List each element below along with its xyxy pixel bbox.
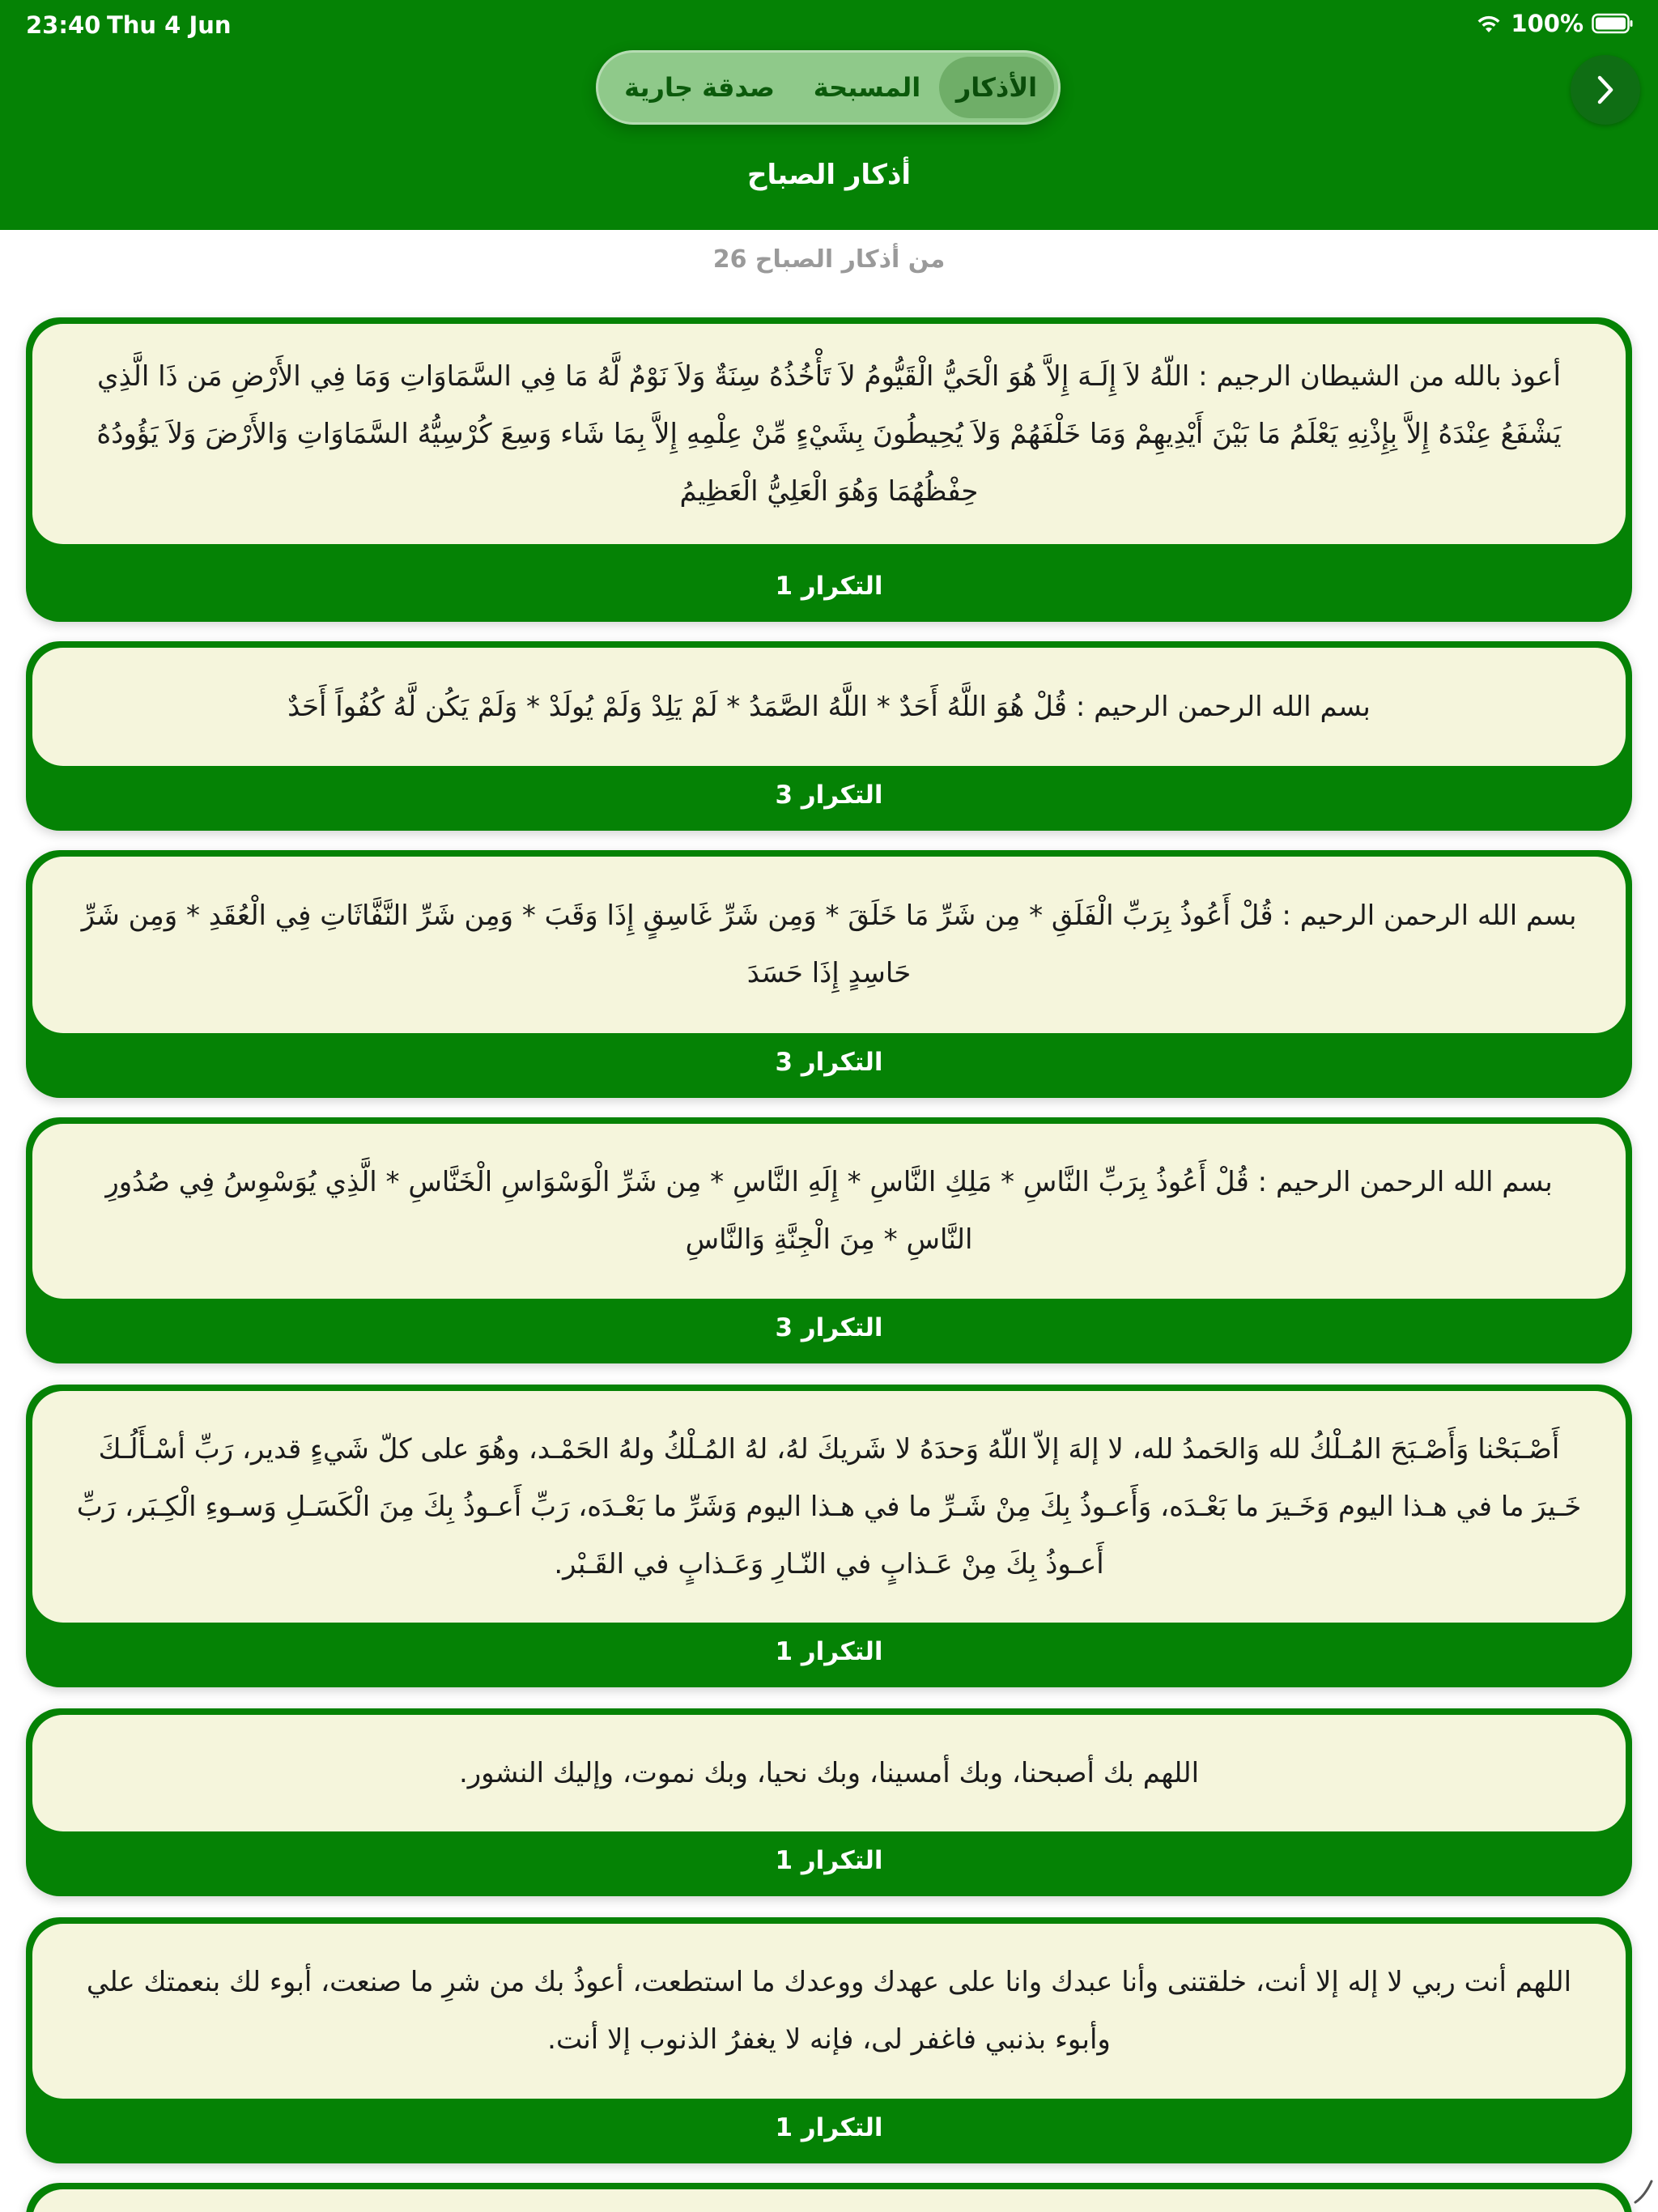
repeat-count: التكرار 1 xyxy=(775,1637,883,1666)
dhikr-card[interactable] xyxy=(26,850,1632,1098)
repeat-count: التكرار 1 xyxy=(775,572,883,601)
scroll-indicator[interactable] xyxy=(1630,2176,1655,2206)
status-time: 23:40 xyxy=(26,11,101,39)
dhikr-text xyxy=(32,2189,1626,2212)
dhikr-text: أعوذ بالله من الشيطان الرجيم : اللّهُ لاَ إِلَـهَ إِلاَّ هُوَ الْحَيُّ الْقَيُّومُ لاَ تَأْخُذُهُ سِنَةٌ وَلاَ نَوْمٌ لَّهُ مَا فِي السَّمَاوَاتِ وَمَا فِي الأَرْضِ مَن ذَا الَّذِي يَشْفَعُ عِنْدَهُ إِلاَّ بِإِذْنِهِ يَعْلَمُ مَا بَيْنَ أَيْدِيهِمْ وَمَا خَلْفَهُمْ وَلاَ يُحِيطُونَ بِشَيْءٍ مِّنْ عِلْمِهِ إِلاَّ بِمَا شَاء وَسِعَ كُرْسِيُّهُ السَّمَاوَاتِ وَالأَرْضَ وَلاَ يَؤُودُهُ حِفْظُهُمَا وَهُوَ الْعَلِيُّ الْعَظِيمُ xyxy=(32,324,1626,544)
status-date: Thu 4 Jun xyxy=(107,11,232,39)
page-title: أذكار الصباح xyxy=(746,159,912,191)
dhikr-card[interactable] xyxy=(26,2183,1632,2212)
dhikr-card[interactable] xyxy=(26,1385,1632,1687)
dhikr-text: اللهم بك أصبحنا، وبك أمسينا، وبك نحيا، وبك نموت، وإليك النشور. xyxy=(32,1715,1626,1831)
dhikr-card[interactable] xyxy=(26,1708,1632,1896)
repeat-count: التكرار 3 xyxy=(775,1313,883,1342)
dhikr-text: أَصْـبَحْنا وَأَصْـبَحَ المُـلْكُ لله وَالحَمدُ لله، لا إلهَ إلاّ اللّهُ وَحدَهُ لا شَريكَ لهُ، لهُ المُـلْكُ ولهُ الحَمْـد، وهُوَ على كلّ شَيءٍ قدير، رَبِّ أسْـأَلُـكَ خَـيرَ ما في هـذا اليوم وَخَـيرَ ما بَعْـدَه، وَأَعـوذُ بِكَ مِنْ شَـرِّ ما في هـذا اليوم وَشَرِّ ما بَعْـدَه، رَبِّ أَعـوذُ بِكَ مِنَ الْكَسَـلِ وَسـوءِ الْكِـبَر، رَبِّ أَعـوذُ بِكَ مِنْ عَـذابٍ في النّـارِ وَعَـذابٍ في القَـبْر. xyxy=(32,1391,1626,1623)
battery-percentage: 100% xyxy=(1511,10,1584,37)
dhikr-text: بسم الله الرحمن الرحيم : قُلْ أَعُوذُ بِرَبِّ الْفَلَقِ * مِن شَرِّ مَا خَلَقَ * وَمِن شَرِّ غَاسِقٍ إِذَا وَقَبَ * وَمِن شَرِّ النَّفَّاثَاتِ فِي الْعُقَدِ * وَمِن شَرِّ حَاسِدٍ إِذَا حَسَدَ xyxy=(32,857,1626,1033)
dhikr-text: اللهم أنت ربي لا إله إلا أنت، خلقتنى وأنا عبدك وانا على عهدك ووعدك ما استطعت، أعوذُ بك من شرِ ما صنعت، أبوء لك بنعمتك علي وأبوء بذنبي فاغفر لى، فإنه لا يغفرُ الذنوب إلا أنت. xyxy=(32,1924,1626,2099)
dhikr-card[interactable] xyxy=(26,641,1632,831)
dhikr-card[interactable] xyxy=(26,1117,1632,1363)
repeat-count: التكرار 1 xyxy=(775,1846,883,1875)
dhikr-card[interactable] xyxy=(26,317,1632,622)
tab-masbaha[interactable]: المسبحة xyxy=(813,72,921,103)
repeat-count: التكرار 1 xyxy=(775,2113,883,2142)
repeat-count: التكرار 3 xyxy=(775,781,883,810)
dhikr-text: بسم الله الرحمن الرحيم : قُلْ أَعُوذُ بِرَبِّ النَّاسِ * مَلِكِ النَّاسِ * إِلَهِ النَّاسِ * مِن شَرِّ الْوَسْوَاسِ الْخَنَّاسِ * الَّذِي يُوَسْوِسُ فِي صُدُورِ النَّاسِ * مِنَ الْجِنَّةِ وَالنَّاسِ xyxy=(32,1124,1626,1299)
adhkar-count: 26 من أذكار الصباح xyxy=(712,245,946,274)
tab-adhkar[interactable]: الأذكار xyxy=(939,57,1054,118)
dhikr-card[interactable] xyxy=(26,1917,1632,2163)
tab-sadaqa-jariya[interactable]: صدقة جارية xyxy=(624,72,775,103)
dhikr-text: بسم الله الرحمن الرحيم : قُلْ هُوَ اللَّهُ أَحَدٌ * اللَّهُ الصَّمَدُ * لَمْ يَلِدْ وَلَمْ يُولَدْ * وَلَمْ يَكُن لَّهُ كُفُواً أَحَدٌ xyxy=(32,648,1626,766)
repeat-count: التكرار 3 xyxy=(775,1048,883,1077)
